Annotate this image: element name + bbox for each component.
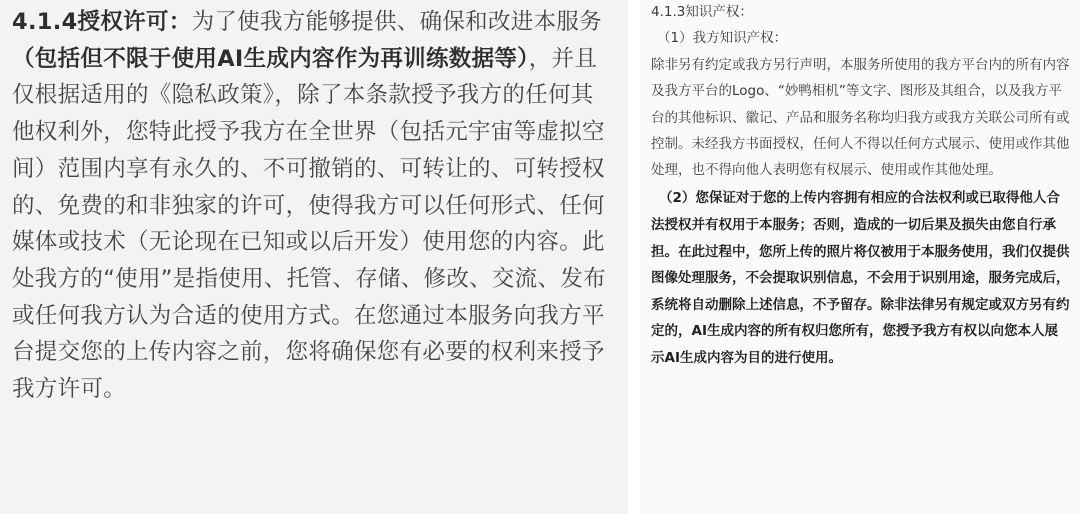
clause-text-intro: 为了使我方能够提供、确保和改进本服务	[191, 9, 602, 35]
clause-bold-emphasis: （包括但不限于使用AI生成内容作为再训练数据等）	[12, 45, 529, 72]
clause-text-body: ，并且仅根据适用的《隐私政策》，除了本条款授予我方的任何其他权利外，您特此授予我方在全世界（包括元宇宙等虚拟空间）范围内享有永久的、不可撤销的、可转让的、可转授权的、免费的和非独家的许可，使得我方可以任何形式、任何媒体或技术（无论现在已知或以后开发）使用您的内容。此处我方的“使用”是指使用、托管、存储、修改、交流、发布或任何我方认为合适的使用方式。在您通过本服务向我方平台提交您的上传内容之前，您将确保您有必要的权利来授予我方许可。	[12, 45, 606, 403]
user-content-warranty	[651, 185, 1071, 371]
authorization-clause	[12, 4, 616, 408]
ip-clause	[651, 2, 1071, 372]
ip-subsection-title: （1）我方知识产权：	[657, 30, 788, 46]
ip-subsection-body: 除非另有约定或我方另行声明，本服务所使用的我方平台内的所有内容及我方平台的Logo、“妙鸭相机”等文字、图形及其组合，以及我方平台的其他标识、徽记、产品和服务名称均归我方或我方关联公司所有或控制。未经我方书面授权，任何人不得以任何方式展示、使用或作其他处理，也不得向他人表明您有权展示、使用或作其他处理。	[651, 57, 1070, 179]
warranty-text: （2）您保证对于您的上传内容拥有相应的合法权利或已取得他人合法授权并有权用于本服务；否则，造成的一切后果及损失由您自行承担。在此过程中，您所上传的照片将仅被用于本服务使用，我们仅提供图像处理服务，不会提取识别信息，不会用于识别用途，服务完成后，系统将自动删除上述信息，不予留存。除非法律另有规定或双方另有约定的，AI生成内容的所有权归您所有，您授予我方有权以向您本人展示AI生成内容为目的进行使用。	[651, 190, 1070, 367]
section-title: 4.1.4授权许可：	[12, 9, 192, 35]
ip-section-heading: 4.1.3知识产权：	[651, 4, 753, 20]
